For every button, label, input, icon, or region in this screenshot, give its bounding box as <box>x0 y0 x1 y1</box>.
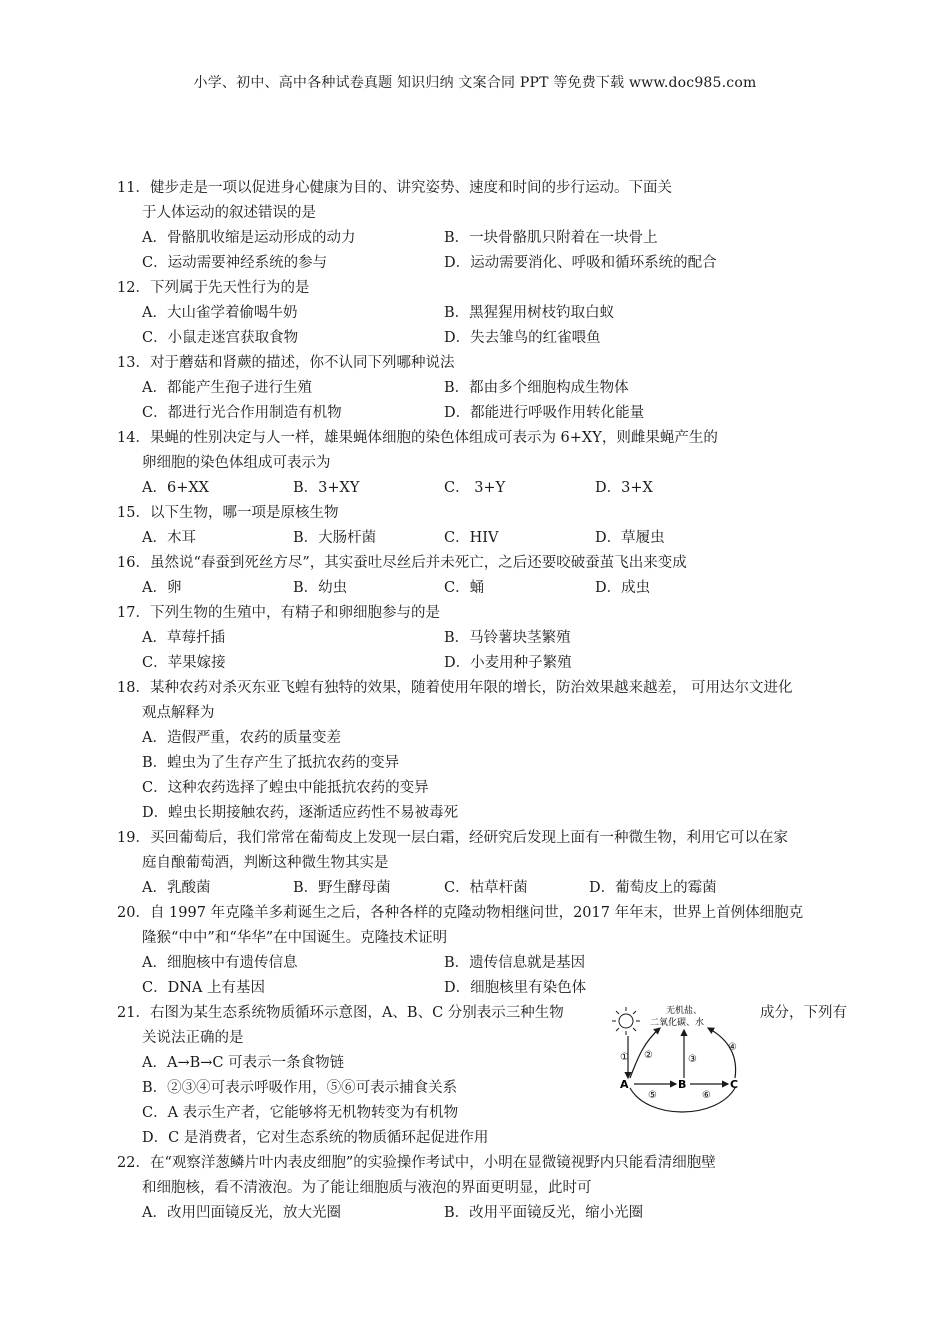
node-b: B <box>678 1078 687 1091</box>
question-stem: 买回葡萄后，我们常常在葡萄皮上发现一层白霜，经研究后发现上面有一种微生物，利用它可以在家 <box>149 830 788 846</box>
option-a: A．都能产生孢子进行生殖 <box>142 380 312 396</box>
question-stem: 对于蘑菇和肾蕨的描述，你不认同下列哪种说法 <box>149 355 455 371</box>
option-a: A．草莓扦插 <box>142 630 225 646</box>
option-c: C．枯草杆菌 <box>444 880 528 896</box>
question-14 <box>117 426 877 501</box>
option-d: D．草履虫 <box>595 530 665 546</box>
option-a: A．乳酸菌 <box>142 880 211 896</box>
option-c: C．A 表示生产者，它能够将无机物转变为有机物 <box>142 1105 459 1121</box>
question-stem-cont: 关说法正确的是 <box>142 1030 244 1046</box>
options-row <box>117 376 877 401</box>
question-stem-tail: 成分，下列有 <box>760 1005 847 1021</box>
option-b: B．马铃薯块茎繁殖 <box>444 630 571 646</box>
option-c: C．苹果嫁接 <box>142 655 226 671</box>
option-d: D．3+X <box>595 480 653 496</box>
option-c: C．运动需要神经系统的参与 <box>142 255 328 271</box>
options-row <box>117 651 877 676</box>
option-a: A．改用凹面镜反光，放大光圈 <box>142 1205 341 1221</box>
question-19 <box>117 826 877 901</box>
options-row <box>117 476 877 501</box>
option-b: B．黑猩猩用树枝钓取白蚁 <box>444 305 615 321</box>
option-a: A．A→B→C 可表示一条食物链 <box>142 1055 345 1071</box>
bottom-arc <box>630 1088 735 1112</box>
question-number: 13． <box>117 355 150 371</box>
question-16 <box>117 551 877 601</box>
question-number: 14． <box>117 430 150 446</box>
option-a: A．造假严重，农药的质量变差 <box>142 730 341 746</box>
options-row <box>117 876 877 901</box>
options-row <box>117 401 877 426</box>
option-b: B．遗传信息就是基因 <box>444 955 586 971</box>
option-c: C．都进行光合作用制造有机物 <box>142 405 342 421</box>
option-d: D．C 是消费者，它对生态系统的物质循环起促进作用 <box>142 1130 489 1146</box>
question-18 <box>117 676 877 826</box>
question-number: 19． <box>117 830 150 846</box>
question-13 <box>117 351 877 426</box>
label-6: ⑥ <box>702 1090 711 1101</box>
question-stem-cont: 观点解释为 <box>142 705 215 721</box>
question-stem: 某种农药对杀灭东亚飞蝗有独特的效果，随着使用年限的增长，防治效果越来越差， 可用达尔文进化 <box>149 680 793 696</box>
option-b: B．幼虫 <box>293 580 348 596</box>
option-c: C．DNA 上有基因 <box>142 980 265 996</box>
option-b: B．改用平面镜反光，缩小光圈 <box>444 1205 644 1221</box>
option-d: D．都能进行呼吸作用转化能量 <box>444 405 645 421</box>
question-number: 17． <box>117 605 150 621</box>
option-a: A．木耳 <box>142 530 196 546</box>
label-5: ⑤ <box>648 1090 657 1101</box>
question-number: 11． <box>117 180 150 196</box>
question-stem-cont: 庭自酿葡萄酒，判断这种微生物其实是 <box>142 855 389 871</box>
question-number: 21． <box>117 1005 150 1021</box>
question-17 <box>117 601 877 676</box>
node-a: A <box>620 1078 629 1091</box>
options-row <box>117 1201 877 1226</box>
question-15 <box>117 501 877 551</box>
option-d: D．蝗虫长期接触农药，逐渐适应药性不易被毒死 <box>142 805 459 821</box>
option-b: B．蝗虫为了生存产生了抵抗农药的变异 <box>142 755 400 771</box>
question-stem: 健步走是一项以促进身心健康为目的、讲究姿势、速度和时间的步行运动。下面关 <box>149 180 672 196</box>
question-21 <box>117 1001 877 1151</box>
options-row <box>117 951 877 976</box>
label-3: ③ <box>688 1054 697 1065</box>
question-list <box>117 176 877 1226</box>
option-c: C． 3+Y <box>444 480 506 496</box>
option-d: D．细胞核里有染色体 <box>444 980 587 996</box>
option-b: B．野生酵母菌 <box>293 880 391 896</box>
options-row <box>117 526 877 551</box>
option-d: D．运动需要消化、呼吸和循环系统的配合 <box>444 255 717 271</box>
question-stem: 右图为某生态系统物质循环示意图，A、B、C 分别表示三种生物 <box>149 1005 564 1021</box>
question-stem-cont: 和细胞核，看不清液泡。为了能让细胞质与液泡的界面更明显，此时可 <box>142 1180 592 1196</box>
option-b: B．都由多个细胞构成生物体 <box>444 380 629 396</box>
arrow-4 <box>708 1028 736 1078</box>
question-stem: 虽然说“春蚕到死丝方尽”，其实蚕吐尽丝后并未死亡，之后还要咬破蚕茧飞出来变成 <box>149 555 687 571</box>
options-row <box>117 226 877 251</box>
question-stem: 以下生物，哪一项是原核生物 <box>149 505 339 521</box>
label-1: ① <box>620 1052 629 1063</box>
question-22 <box>117 1151 877 1226</box>
label-4: ④ <box>728 1042 737 1053</box>
label-2: ② <box>644 1050 653 1061</box>
question-number: 12． <box>117 280 150 296</box>
question-stem: 在“观察洋葱鳞片叶内表皮细胞”的实验操作考试中，小明在显微镜视野内只能看清细胞壁 <box>149 1155 716 1171</box>
question-number: 22． <box>117 1155 150 1171</box>
option-a: A．大山雀学着偷喝牛奶 <box>142 305 298 321</box>
option-c: C．HIV <box>444 530 499 546</box>
question-number: 16． <box>117 555 150 571</box>
question-number: 15． <box>117 505 150 521</box>
question-stem: 下列属于先天性行为的是 <box>149 280 310 296</box>
options-row <box>117 251 877 276</box>
options-row <box>117 976 877 1001</box>
option-b: B．大肠杆菌 <box>293 530 377 546</box>
question-20 <box>117 901 877 1001</box>
option-c: C．这种农药选择了蝗虫中能抵抗农药的变异 <box>142 780 429 796</box>
option-a: A．6+XX <box>142 480 209 496</box>
diagram-top-label-1: 无机盐、 <box>666 1006 703 1016</box>
options-row <box>117 576 877 601</box>
question-12 <box>117 276 877 351</box>
option-c: C．蛹 <box>444 580 485 596</box>
node-c: C <box>730 1078 739 1091</box>
option-a: A．骨骼肌收缩是运动形成的动力 <box>142 230 356 246</box>
option-b: B．一块骨骼肌只附着在一块骨上 <box>444 230 658 246</box>
question-stem: 果蝇的性别决定与人一样，雄果蝇体细胞的染色体组成可表示为 6+XY，则雌果蝇产生的 <box>149 430 718 446</box>
ecosystem-cycle-diagram <box>608 1002 754 1118</box>
question-stem-cont: 卵细胞的染色体组成可表示为 <box>142 455 331 471</box>
option-a: A．细胞核中有遗传信息 <box>142 955 298 971</box>
option-c: C．小鼠走迷宫获取食物 <box>142 330 299 346</box>
question-stem: 自 1997 年克隆羊多莉诞生之后，各种各样的克隆动物相继问世，2017 年年末，世界上首例体细胞克 <box>149 905 804 921</box>
question-stem: 下列生物的生殖中，有精子和卵细胞参与的是 <box>149 605 440 621</box>
page-header: 小学、初中、高中各种试卷真题 知识归纳 文案合同 PPT 等免费下载 www.doc985.com <box>193 75 757 91</box>
sun-icon <box>612 1007 640 1035</box>
question-stem-cont: 隆猴“中中”和“华华”在中国诞生。克隆技术证明 <box>142 930 448 946</box>
question-number: 18． <box>117 680 150 696</box>
question-11 <box>117 176 877 276</box>
option-b: B．②③④可表示呼吸作用，⑤⑥可表示捕食关系 <box>142 1080 458 1096</box>
option-b: B．3+XY <box>293 480 360 496</box>
diagram-top-label-2: 二氧化碳、水 <box>650 1018 705 1028</box>
option-d: D．小麦用种子繁殖 <box>444 655 572 671</box>
option-d: D．葡萄皮上的霉菌 <box>589 880 717 896</box>
option-d: D．失去雏鸟的红雀喂鱼 <box>444 330 601 346</box>
options-row <box>117 301 877 326</box>
question-number: 20． <box>117 905 150 921</box>
option-d: D．成虫 <box>595 580 651 596</box>
options-row <box>117 326 877 351</box>
question-stem-cont: 于人体运动的叙述错误的是 <box>142 205 316 221</box>
option-a: A．卵 <box>142 580 182 596</box>
options-row <box>117 626 877 651</box>
